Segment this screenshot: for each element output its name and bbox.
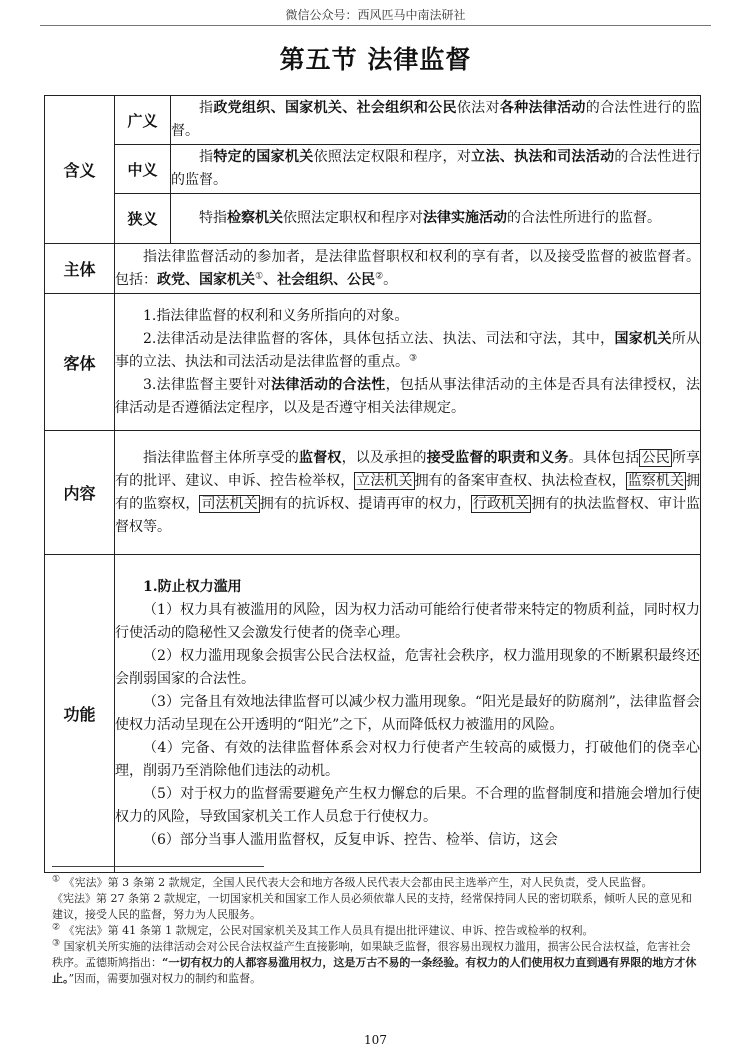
law-supervision-table bbox=[44, 95, 701, 873]
page-title: 第五节 法律监督 bbox=[279, 45, 472, 74]
page-number: 107 bbox=[364, 1033, 387, 1047]
footnote-3: ③ 国家机关所实施的法律活动会对公民合法权益产生直接影响，如果缺乏监督，很容易出现权力滥用，损害公民合法权益，危害社会秩序。孟德斯鸠指出：“一切有权力的人都容易滥用权力，这是万古不易的一条经验。有权力的人们使用权力直到遇有界限的地方才休止。”因而，需要加强对权力的制约和监督。 bbox=[52, 938, 697, 985]
footnotes bbox=[52, 875, 700, 987]
sub-label-guangyi: 广义 bbox=[115, 96, 171, 145]
sub-label-zhongyi: 中义 bbox=[115, 145, 171, 194]
row-label-hanyi: 含义 bbox=[45, 96, 115, 244]
cell-zhuti: 指法律监督活动的参加者，是法律监督职权和权利的享有者，以及接受监督的被监督者。包括：政党、国家机关①、社会组织、公民②。 bbox=[115, 244, 701, 294]
boxed-term-citizen: 公民 bbox=[641, 449, 670, 466]
row-label-zhuti: 主体 bbox=[45, 244, 115, 294]
footnote-2: ② 《宪法》第 41 条第 1 款规定，公民对国家机关及其工作人员具有提出批评建议、申诉、控告或检举的权利。 bbox=[52, 922, 594, 937]
cell-zhongyi: 指特定的国家机关依照法定权限和程序，对立法、执法和司法活动的合法性进行的监督。 bbox=[171, 145, 701, 194]
footnote-1b: 《宪法》第 27 条第 2 款规定，一切国家机关和国家工作人员必须依靠人民的支持，经常保持同人民的密切联系，倾听人民的意见和建议，接受人民的监督，努力为人民服务。 bbox=[52, 892, 692, 921]
table-row bbox=[45, 555, 701, 873]
table-row bbox=[45, 194, 701, 244]
boxed-term-administrative: 行政机关 bbox=[472, 495, 530, 512]
row-label-gongneng: 功能 bbox=[45, 555, 115, 873]
footnote-1: ① 《宪法》第 3 条第 2 款规定，全国人民代表大会和地方各级人民代表大会都由民主选举产生，对人民负责，受人民监督。 bbox=[52, 874, 653, 889]
cell-keti: 1.指法律监督的权利和义务所指向的对象。 2.法律活动是法律监督的客体，具体包括立法、执法、司法和守法，其中，国家机关所从事的立法、执法和司法活动是法律监督的重点。③ 3.法律监督主要针对法律活动的合法性，包括从事法律活动的主体是否具有法律授权，法律活动是否遵循法定程序，以及是否遵守相关法律规定。 bbox=[115, 294, 701, 431]
cell-gongneng: 1.防止权力滥用 （1）权力具有被滥用的风险，因为权力活动可能给行使者带来特定的物质利益，同时权力行使活动的隐秘性又会激发行使者的侥幸心理。 （2）权力滥用现象会损害公民合法权益，危害社会秩序，权力滥用现象的不断累积最终还会削弱国家的合法性。 （3）完备且有效地法律监督可以减少权力滥用现象。“阳光是最好的防腐剂”，法律监督会使权力活动呈现在公开透明的“阳光”之下，从而降低权力被滥用的风险。 （4）完备、有效的法律监督体系会对权力行使者产生较高的威慑力，打破他们的侥幸心理，削弱乃至消除他们违法的动机。 （5）对于权力的监督需要避免产生权力懈怠的后果。不合理的监督制度和措施会增加行使权力的风险，导致国家机关工作人员怠于行使权力。 （6）部分当事人滥用监督权，反复申诉、控告、检举、信访，这会 bbox=[115, 555, 701, 873]
table-row bbox=[45, 145, 701, 194]
table-row bbox=[45, 244, 701, 294]
boxed-term-legislature: 立法机关 bbox=[356, 472, 413, 489]
row-label-neirong: 内容 bbox=[45, 431, 115, 555]
footnote-divider bbox=[52, 866, 264, 867]
cell-xiayi: 特指检察机关依照法定职权和程序对法律实施活动的合法性所进行的监督。 bbox=[171, 194, 701, 244]
boxed-term-judicial: 司法机关 bbox=[201, 495, 258, 512]
table-row bbox=[45, 96, 701, 145]
cell-neirong: 指法律监督主体所享受的监督权，以及承担的接受监督的职责和义务。具体包括 公民 所享有的批评、建议、申诉、控告检举权， 立法机关 拥有的备案审查权、执法检查权， 监察机关 拥有的监察权， 司法机关 拥有的抗诉权、提请再审的权力， 行政机关 拥有的执法监督权、审计监督权等。 bbox=[115, 431, 701, 555]
header-divider bbox=[40, 25, 711, 26]
row-label-keti: 客体 bbox=[45, 294, 115, 431]
sub-label-xiayi: 狭义 bbox=[115, 194, 171, 244]
boxed-term-supervisory: 监察机关 bbox=[627, 472, 685, 489]
page-header: 微信公众号：西风匹马中南法研社 bbox=[285, 8, 466, 22]
table-row bbox=[45, 294, 701, 431]
cell-guangyi: 指政党组织、国家机关、社会组织和公民依法对各种法律活动的合法性进行的监督。 bbox=[171, 96, 701, 145]
table-row bbox=[45, 431, 701, 555]
